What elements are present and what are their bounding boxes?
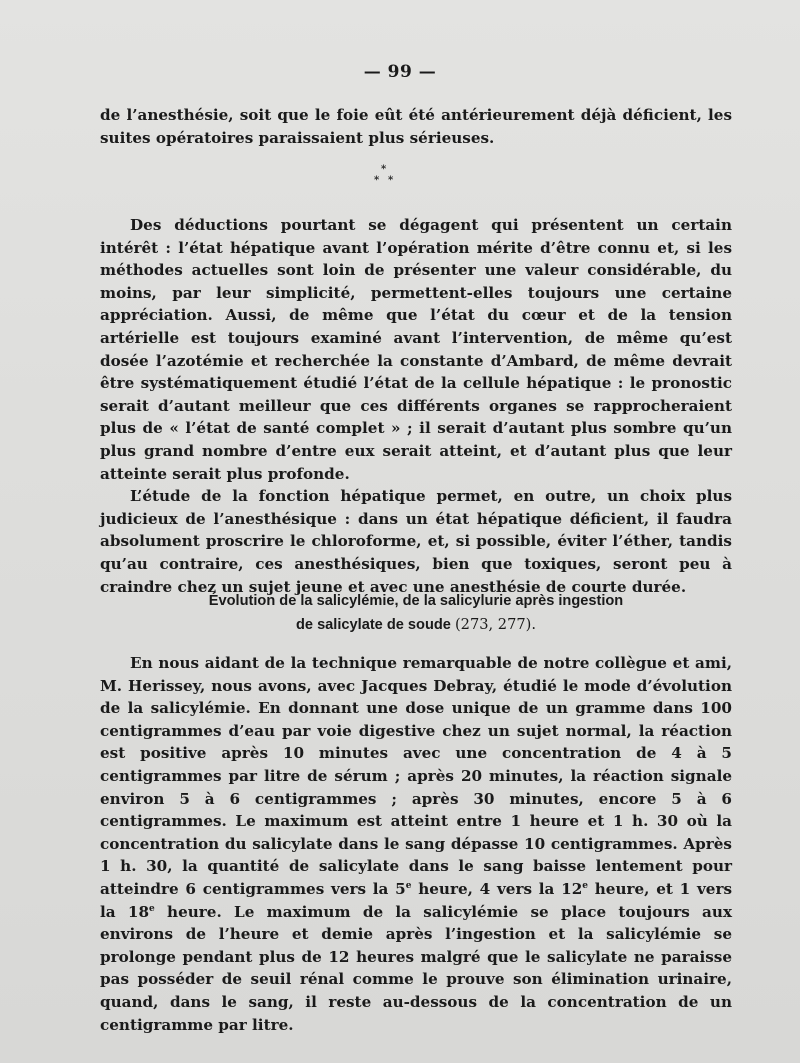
- heading-reference: (273, 277).: [454, 616, 536, 633]
- paragraph-text: heure, 4 vers la 12: [411, 879, 583, 898]
- asterism-star-left: *: [374, 175, 380, 186]
- ordinal-superscript: e: [149, 903, 155, 914]
- paragraph-text: heure, et 1 vers la 18: [100, 879, 733, 921]
- page-number: — 99 —: [363, 62, 437, 82]
- asterism-separator: [370, 165, 400, 191]
- section-salicylemia: [100, 652, 732, 1036]
- paragraph: L’étude de la fonction hépatique permet, en outre, un choix plus judicieux de l’anesthésique : dans un état hépatique déficient, il faudra absolument proscrire le chloroforme, et, si possible, éviter l’éther, tandis qu’au contraire, ces anesthésiques, bien que toxiques, seront peu à craindre chez un sujet jeune et avec une anesthésie de courte durée.: [100, 487, 732, 596]
- ordinal-superscript: e: [405, 880, 412, 891]
- asterism-star-right: *: [388, 175, 394, 186]
- paragraph-text: En nous aidant de la technique remarquable de notre collègue et ami, M. Herissey, nous avons, avec Jacques Debray, étudié le mode d’évolution de la salicylémie. En donnant une dose unique de un gramme dans 100 centigrammes d’eau par voie digestive chez un sujet normal, la réaction est positive après 10 minutes avec une concentration de 4 à 5 centigrammes par litre de sérum ; après 20 minutes, la réaction signale environ 5 à 6 centigrammes ; après 30 minutes, encore 5 à 6 centigrammes. Le maximum est atteint entre 1 heure et 1 h. 30 où la concentration du salicylate dans le sang dépasse 10 centigrammes. Après 1 h. 30, la quantité de salicylate dans le sang baisse lentement pour atteindre 6 centigrammes vers la 5: [100, 654, 732, 898]
- ordinal-superscript: e: [582, 880, 589, 891]
- paragraph-text: heure. Le maximum de la salicylémie se place toujours aux environs de l’heure et demie après l’ingestion et la salicylémie se prolonge pendant plus de 12 heures malgré que le salicylate ne paraisse pas posséder de seuil rénal comme le prouve son élimination urinaire, quand, dans le sang, il reste au-dessous de la concentration de un centigramme par litre.: [100, 902, 732, 1034]
- heading-line-2: [100, 613, 732, 637]
- paragraph: [100, 652, 732, 1036]
- heading-line-1: Évolution de la salicylémie, de la salicylurie après ingestion: [208, 593, 624, 609]
- section-hepatic-function: [100, 214, 732, 598]
- intro-text: [100, 104, 732, 149]
- asterism-star-top: *: [381, 164, 387, 175]
- heading-line-2-text: de salicylate de soude: [295, 617, 451, 633]
- section-heading: [100, 590, 732, 637]
- intro-paragraph: de l’anesthésie, soit que le foie eût été antérieurement déjà déficient, les suites opératoires paraissaient plus sérieuses.: [100, 106, 732, 147]
- paragraph: Des déductions pourtant se dégagent qui présentent un certain intérêt : l’état hépatique avant l’opération mérite d’être connu et, si les méthodes actuelles sont loin de présenter une valeur considérable, du moins, par leur simplicité, permettent-elles toujours une certaine appréciation. Aussi, de même que l’état du cœur et de la tension artérielle est toujours examiné avant l’intervention, de même qu’est dosée l’azotémie et recherchée la constante d’Ambard, de même devrait être systématiquement étudié l’état de la cellule hépatique : le pronostic serait d’autant meilleur que ces différents organes se rapprocheraient plus de « l’état de santé complet » ; il serait d’autant plus sombre qu’un plus grand nombre d’entre eux serait atteint, et d’autant plus que leur atteinte serait plus profonde.: [100, 216, 732, 483]
